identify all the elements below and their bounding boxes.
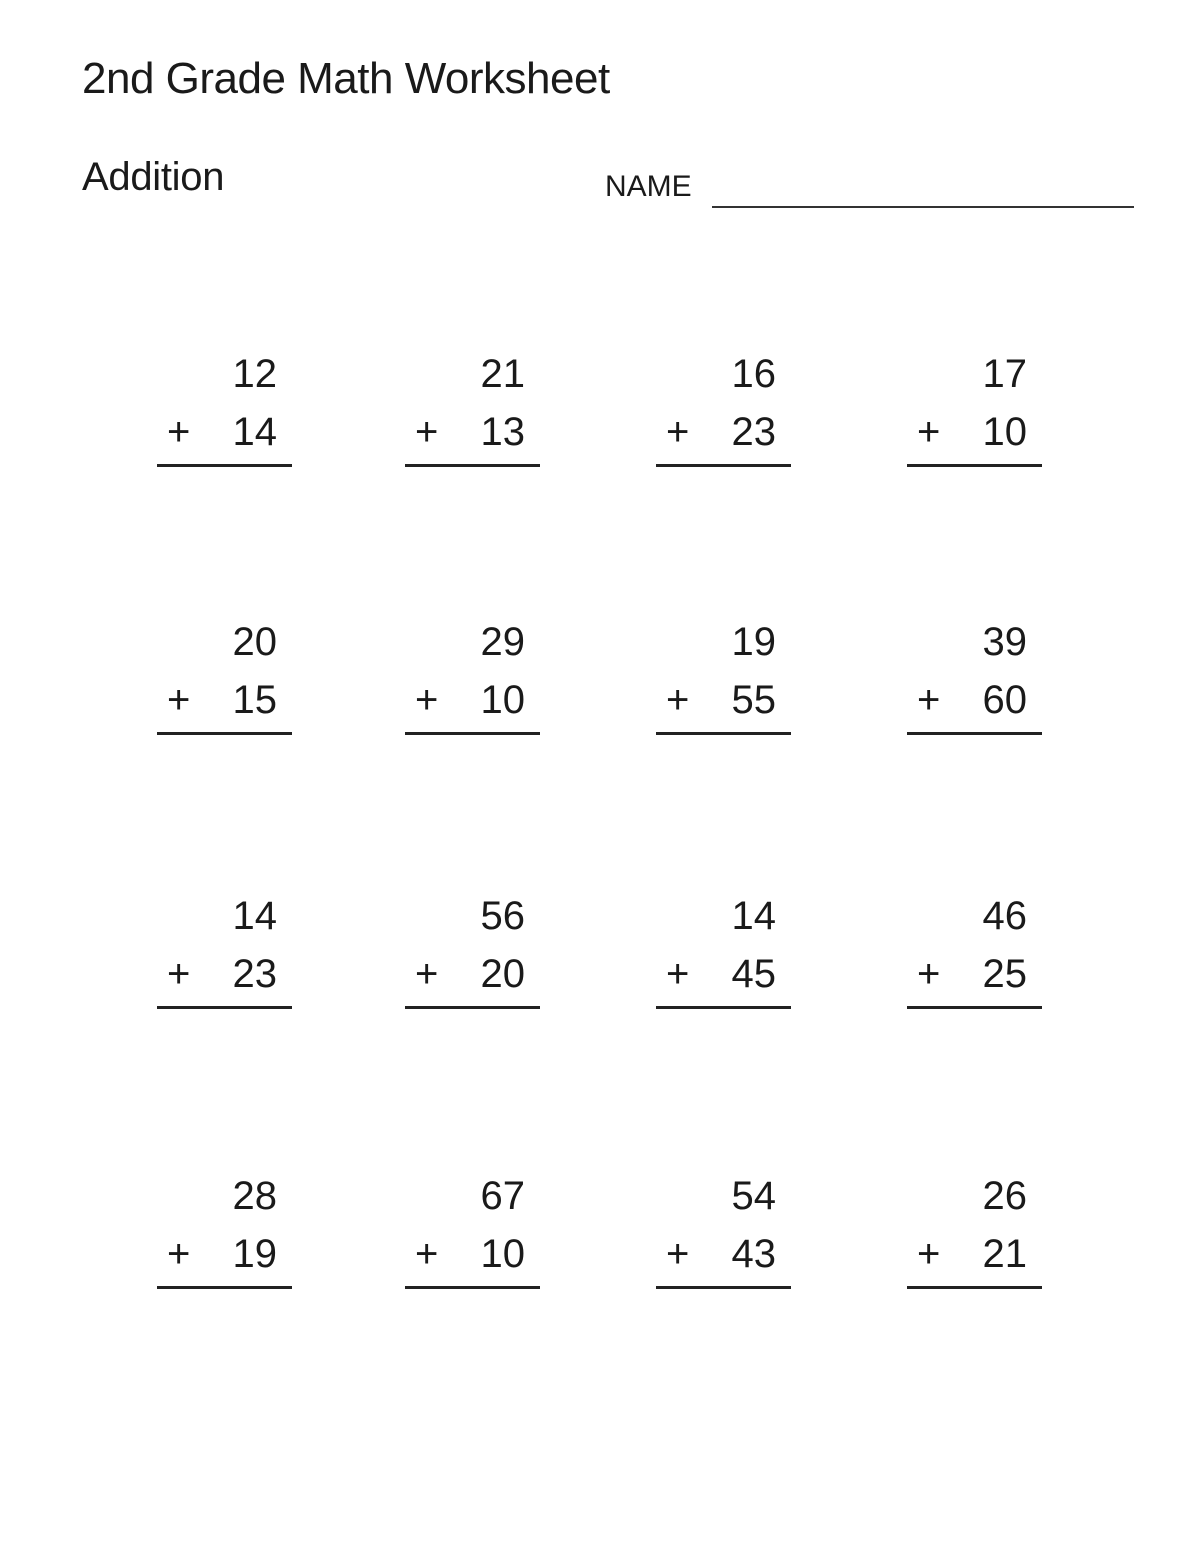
- bottom-row: [415, 678, 525, 723]
- bottom-addend: 20: [480, 952, 525, 996]
- plus-sign: +: [917, 952, 941, 996]
- plus-sign: +: [415, 678, 439, 722]
- plus-sign: +: [167, 1232, 191, 1276]
- bottom-addend: 25: [982, 952, 1027, 996]
- plus-sign: +: [917, 1232, 941, 1276]
- answer-line[interactable]: [907, 732, 1042, 735]
- top-addend: 19: [731, 620, 776, 664]
- bottom-row: [666, 952, 776, 997]
- plus-sign: +: [917, 410, 941, 454]
- answer-line[interactable]: [656, 464, 791, 467]
- top-addend: 20: [232, 620, 277, 664]
- answer-line[interactable]: [157, 732, 292, 735]
- plus-sign: +: [167, 678, 191, 722]
- bottom-addend: 23: [731, 410, 776, 454]
- plus-sign: +: [666, 410, 690, 454]
- answer-line[interactable]: [157, 464, 292, 467]
- bottom-addend: 15: [232, 678, 277, 722]
- answer-line[interactable]: [405, 1006, 540, 1009]
- answer-line[interactable]: [405, 732, 540, 735]
- bottom-row: [917, 410, 1027, 455]
- plus-sign: +: [666, 1232, 690, 1276]
- worksheet-subtitle: Addition: [82, 155, 225, 199]
- answer-line[interactable]: [405, 464, 540, 467]
- top-addend: 16: [731, 352, 776, 396]
- top-addend: 12: [232, 352, 277, 396]
- addition-problem: [907, 352, 1047, 492]
- top-addend: 54: [731, 1174, 776, 1218]
- addition-problem: [907, 620, 1047, 760]
- addition-problem: [907, 894, 1047, 1034]
- plus-sign: +: [167, 952, 191, 996]
- answer-line[interactable]: [907, 1286, 1042, 1289]
- answer-line[interactable]: [907, 464, 1042, 467]
- plus-sign: +: [415, 952, 439, 996]
- bottom-addend: 55: [731, 678, 776, 722]
- bottom-addend: 14: [232, 410, 277, 454]
- worksheet-title: 2nd Grade Math Worksheet: [82, 54, 610, 103]
- answer-line[interactable]: [656, 1286, 791, 1289]
- plus-sign: +: [415, 410, 439, 454]
- plus-sign: +: [167, 410, 191, 454]
- top-addend: 17: [982, 352, 1027, 396]
- top-addend: 29: [480, 620, 525, 664]
- bottom-addend: 10: [480, 678, 525, 722]
- addition-problem: [656, 620, 796, 760]
- addition-problem: [405, 620, 545, 760]
- bottom-row: [917, 678, 1027, 723]
- addition-problem: [157, 1174, 297, 1314]
- bottom-row: [415, 410, 525, 455]
- name-label: NAME: [605, 170, 692, 203]
- bottom-row: [415, 952, 525, 997]
- top-addend: 14: [731, 894, 776, 938]
- top-addend: 67: [480, 1174, 525, 1218]
- top-addend: 39: [982, 620, 1027, 664]
- top-addend: 21: [480, 352, 525, 396]
- bottom-addend: 19: [232, 1232, 277, 1276]
- bottom-row: [917, 1232, 1027, 1277]
- addition-problem: [157, 894, 297, 1034]
- bottom-row: [167, 952, 277, 997]
- plus-sign: +: [666, 678, 690, 722]
- answer-line[interactable]: [656, 1006, 791, 1009]
- bottom-addend: 21: [982, 1232, 1027, 1276]
- bottom-addend: 10: [982, 410, 1027, 454]
- addition-problem: [656, 894, 796, 1034]
- plus-sign: +: [917, 678, 941, 722]
- answer-line[interactable]: [656, 732, 791, 735]
- top-addend: 26: [982, 1174, 1027, 1218]
- bottom-addend: 60: [982, 678, 1027, 722]
- top-addend: 28: [232, 1174, 277, 1218]
- answer-line[interactable]: [907, 1006, 1042, 1009]
- name-field-line[interactable]: [712, 206, 1134, 208]
- plus-sign: +: [666, 952, 690, 996]
- bottom-row: [666, 678, 776, 723]
- top-addend: 56: [480, 894, 525, 938]
- bottom-row: [666, 1232, 776, 1277]
- bottom-row: [167, 410, 277, 455]
- top-addend: 14: [232, 894, 277, 938]
- addition-problem: [656, 352, 796, 492]
- bottom-row: [917, 952, 1027, 997]
- addition-problem: [405, 1174, 545, 1314]
- addition-problem: [157, 620, 297, 760]
- addition-problem: [157, 352, 297, 492]
- top-addend: 46: [982, 894, 1027, 938]
- bottom-addend: 23: [232, 952, 277, 996]
- bottom-addend: 10: [480, 1232, 525, 1276]
- addition-problem: [656, 1174, 796, 1314]
- bottom-row: [415, 1232, 525, 1277]
- plus-sign: +: [415, 1232, 439, 1276]
- bottom-row: [167, 678, 277, 723]
- addition-problem: [405, 352, 545, 492]
- addition-problem: [405, 894, 545, 1034]
- bottom-addend: 45: [731, 952, 776, 996]
- bottom-row: [666, 410, 776, 455]
- answer-line[interactable]: [157, 1286, 292, 1289]
- bottom-addend: 43: [731, 1232, 776, 1276]
- bottom-addend: 13: [480, 410, 525, 454]
- bottom-row: [167, 1232, 277, 1277]
- addition-problem: [907, 1174, 1047, 1314]
- answer-line[interactable]: [157, 1006, 292, 1009]
- answer-line[interactable]: [405, 1286, 540, 1289]
